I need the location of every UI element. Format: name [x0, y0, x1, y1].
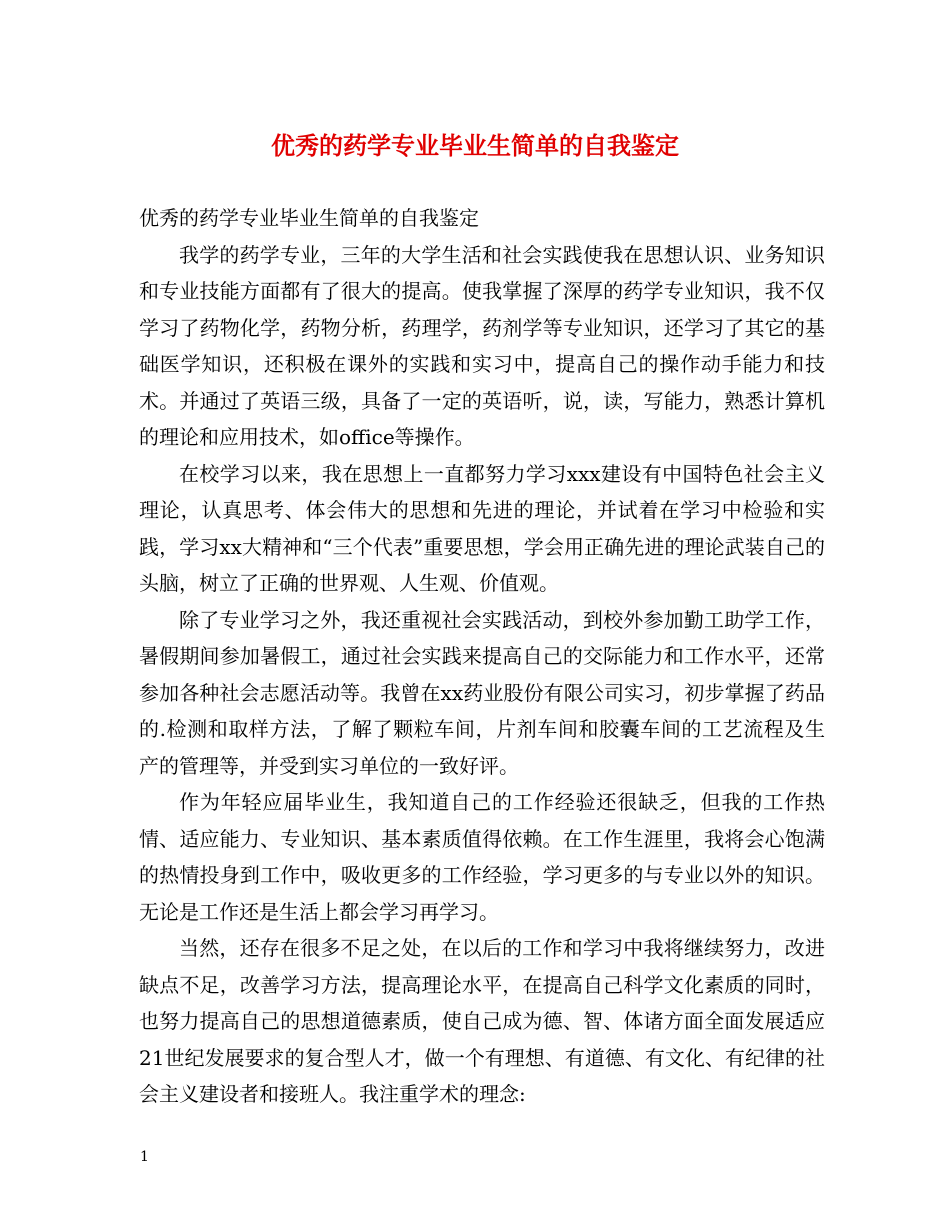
document-body [139, 200, 825, 1113]
document-title: 优秀的药学专业毕业生简单的自我鉴定 [271, 131, 679, 160]
paragraph: 在校学习以来，我在思想上一直都努力学习xxx建设有中国特色社会主义理论，认真思考、体会伟大的思想和先进的理论，并试着在学习中检验和实践，学习xx大精神和“三个代表”重要思想，学会用正确先进的理论武装自己的头脑，树立了正确的世界观、人生观、价值观。 [139, 461, 825, 595]
document-subheading: 优秀的药学专业毕业生简单的自我鉴定 [139, 206, 479, 230]
paragraph: 除了专业学习之外，我还重视社会实践活动，到校外参加勤工助学工作，暑假期间参加暑假工，通过社会实践来提高自己的交际能力和工作水平，还常参加各种社会志愿活动等。我曾在xx药业股份有限公司实习，初步掌握了药品的.检测和取样方法，了解了颗粒车间，片剂车间和胶囊车间的工艺流程及生产的管理等，并受到实习单位的一致好评。 [139, 607, 825, 778]
paragraph: 当然，还存在很多不足之处，在以后的工作和学习中我将继续努力，改进缺点不足，改善学习方法，提高理论水平，在提高自己科学文化素质的同时，也努力提高自己的思想道德素质，使自己成为德、智、体诸方面全面发展适应21世纪发展要求的复合型人才，做一个有理想、有道德、有文化、有纪律的社会主义建设者和接班人。我注重学术的理念: [139, 936, 825, 1106]
paragraph: 我学的药学专业，三年的大学生活和社会实践使我在思想认识、业务知识和专业技能方面都有了很大的提高。使我掌握了深厚的药学专业知识，我不仅学习了药物化学，药物分析，药理学，药剂学等专业知识，还学习了其它的基础医学知识，还积极在课外的实践和实习中，提高自己的操作动手能力和技术。并通过了英语三级，具备了一定的英语听，说，读，写能力，熟悉计算机的理论和应用技术，如office等操作。 [139, 242, 825, 449]
paragraph: 作为年轻应届毕业生，我知道自己的工作经验还很缺乏，但我的工作热情、适应能力、专业知识、基本素质值得依赖。在工作生涯里，我将会心饱满的热情投身到工作中，吸收更多的工作经验，学习更多的与专业以外的知识。无论是工作还是生活上都会学习再学习。 [139, 790, 825, 924]
page-number: 1 [140, 1149, 149, 1165]
